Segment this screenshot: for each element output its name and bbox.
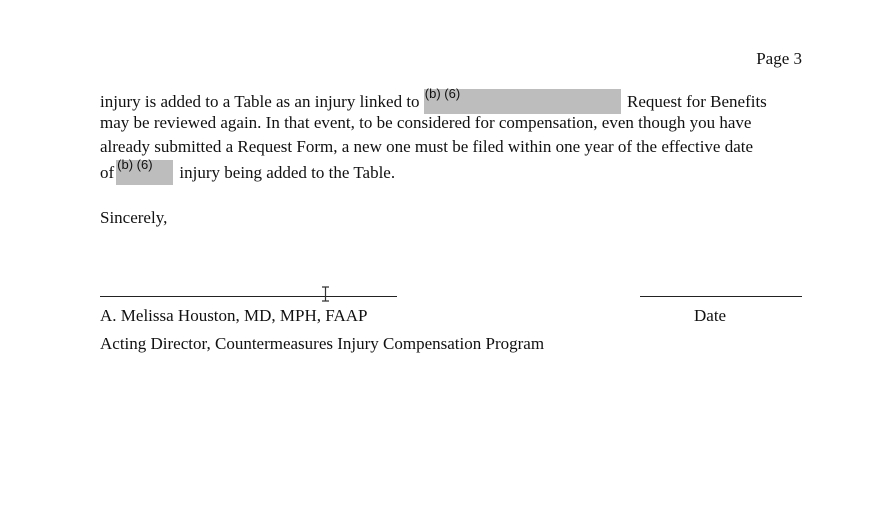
signer-title: Acting Director, Countermeasures Injury Compensation Program	[100, 334, 545, 353]
salutation: Sincerely,	[100, 208, 168, 227]
signer-name: A. Melissa Houston, MD, MPH, FAAP	[100, 306, 368, 325]
signature-line	[100, 296, 397, 297]
body-text: of	[100, 163, 115, 182]
body-line-4	[100, 157, 396, 185]
body-line-3: already submitted a Request Form, a new one must be filed within one year of the effective date	[100, 137, 754, 156]
redaction-code: (b) (6)	[117, 157, 153, 172]
body-line-1	[100, 86, 767, 114]
body-line-2: may be reviewed again. In that event, to be considered for compensation, even though you have	[100, 113, 752, 132]
redaction-box	[116, 157, 173, 185]
body-text: injury being added to the Table.	[179, 163, 396, 182]
body-text: Request for Benefits	[627, 92, 767, 111]
redaction-box	[424, 86, 621, 114]
date-label: Date	[694, 306, 727, 325]
body-text: injury is added to a Table as an injury linked to	[100, 92, 420, 111]
text-cursor-icon	[321, 286, 330, 302]
redaction-code: (b) (6)	[424, 86, 461, 101]
date-line	[640, 296, 802, 297]
page-number: Page 3	[756, 49, 802, 68]
